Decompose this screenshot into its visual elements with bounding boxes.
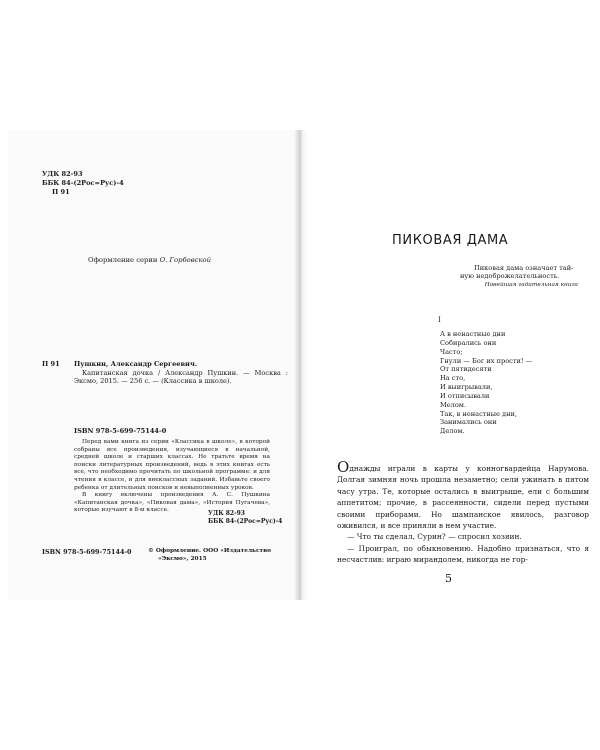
prose-text: днажды играли в карты у конногвардейца Нарумова. Долгая зимняя ночь прошла незаметно; сели ужинать в пятом часу утра. Те, которые остались в выигрыше, ели с большим аппетитом; прочие, в рассеянности, сидели перед пустыми своими приборами. Но шампанское явилось, разговор оживился, и все приняли в нем участие. — [337, 464, 589, 531]
isbn: ISBN 978-5-699-75144-0 — [74, 427, 167, 435]
udk-bottom-code: УДК 82-93 — [208, 510, 245, 517]
poem-line: Гнули — Бог их прости! — — [440, 356, 533, 365]
prose-paragraph: — Что ты сделал, Сурин? — спросил хозяин. — [347, 532, 522, 542]
copyright-line: © Оформление. ООО «Издательство — [148, 548, 271, 554]
poem-line: Делом. — [440, 427, 465, 436]
prose-paragraph — [337, 458, 589, 531]
author-mark: П 91 — [52, 188, 70, 196]
book-spread — [8, 130, 592, 600]
poem-line: На сто, — [440, 374, 466, 383]
section-number: I — [438, 316, 441, 324]
udk-bottom — [208, 510, 282, 526]
bbk-code: ББК 84-(2Рос=Рус)-4 — [42, 179, 124, 187]
right-page — [300, 130, 592, 600]
poem-line: Занимались они — [440, 418, 497, 427]
udk-code: УДК 82-93 — [42, 170, 83, 178]
copyright — [148, 548, 271, 563]
chapter-title: ПИКОВАЯ ДАМА — [392, 233, 509, 248]
prose — [337, 458, 589, 566]
udk-block — [42, 170, 124, 197]
poem-line: Так, в ненастные дни, — [440, 409, 518, 418]
epigraph — [460, 264, 584, 289]
poem-line: И выигрывали, — [440, 383, 493, 392]
poem-line: Собирались они — [440, 338, 497, 347]
bibliographic-text: Капитанская дочка / Александр Пушкин. — Москва : Эксмо, 2015. — 256 с. — (Классика в школе). — [74, 368, 288, 386]
author-name: Пушкин, Александр Сергеевич. — [74, 360, 198, 368]
poem-line: И отписывали — [440, 391, 490, 400]
book-gutter — [294, 130, 308, 600]
series-credit — [88, 256, 211, 264]
drop-cap: О — [337, 458, 350, 476]
series-designer: О. Горбовской — [159, 256, 211, 264]
poem-line: А в ненастные дни — [440, 330, 506, 338]
copyright-line: «Эксмо», 2015 — [158, 555, 207, 562]
epigraph-line: Пиковая дама означает тай- — [474, 264, 574, 272]
bbk-bottom-code: ББК 84-(2Рос=Рус)-4 — [208, 517, 283, 525]
annotation-paragraph: В книгу включены произведения А. С. Пушкина «Капитанская дочка», «Пиковая дама», «История Пугачева», которые изучают в 8-м классе. — [74, 492, 270, 514]
bibliographic-record — [42, 360, 288, 386]
isbn-bottom: ISBN 978-5-699-75144-0 — [42, 548, 132, 556]
author-code: П 91 — [42, 360, 60, 368]
annotation-paragraph: Перед вами книга из серии «Классика в школе», в которой собраны все произведения, изучающиеся в начальной, средней школе и старших классах. Не тратьте время на поиски литературных произведений, ведь в этих книгах есть все, что необходимо прочитать по школьной программе: и для чтения в классе, и для внеклассных заданий. Избавьте своего ребенка от длительных поисков и невыполненных уроков. — [74, 439, 270, 491]
poem — [440, 330, 532, 436]
poem-line: Мелом. — [440, 400, 467, 409]
epigraph-line: ную недоброжелательность. — [460, 272, 560, 281]
page-number: 5 — [445, 572, 452, 585]
annotation — [74, 439, 270, 515]
poem-line: Часто; — [440, 347, 463, 356]
left-page — [8, 130, 300, 600]
poem-line: От пятидесяти — [440, 365, 492, 374]
series-label: Оформление серии — [88, 256, 158, 264]
epigraph-source: Новейшая гадательная книга — [484, 281, 578, 288]
prose-paragraph: — Проиграл, по обыкновению. Надобно признаться, что я несчастлив: играю мирандолем, никогда не гор- — [337, 543, 589, 565]
